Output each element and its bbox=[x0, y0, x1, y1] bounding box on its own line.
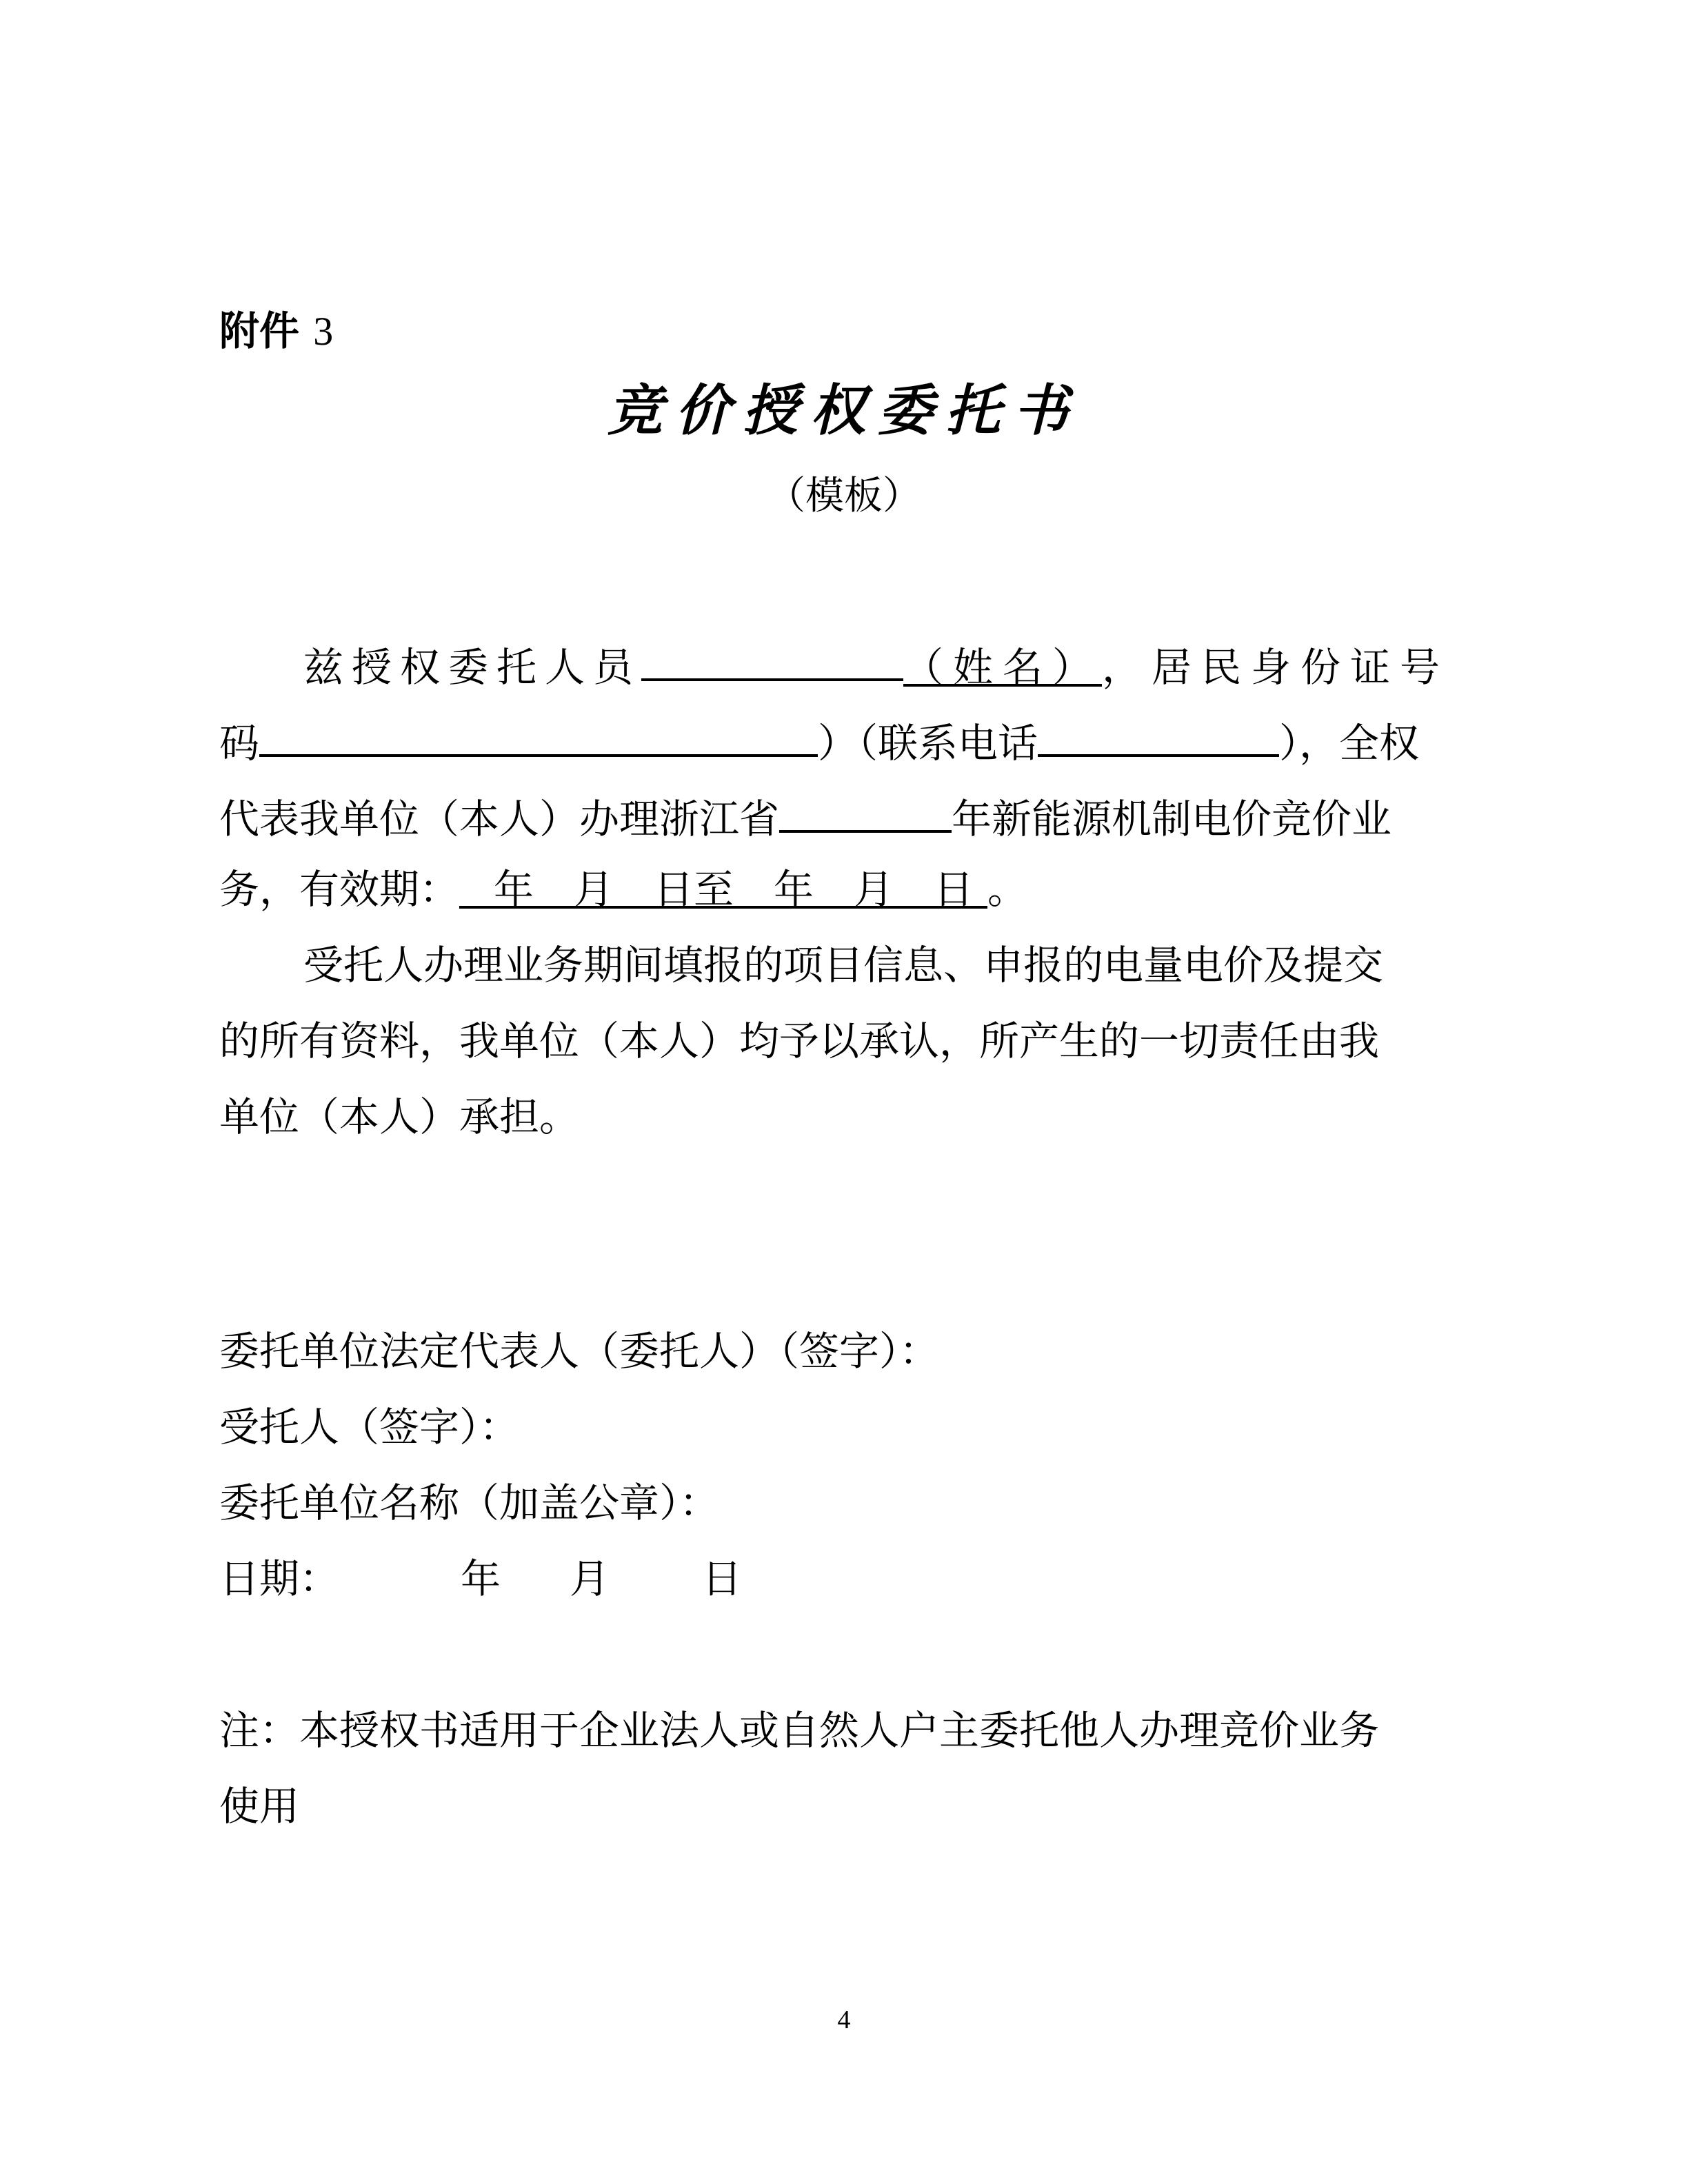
name-blank bbox=[641, 634, 903, 681]
paragraph-1-line-1 bbox=[303, 634, 1449, 695]
paragraph-2-line-3: 单位（本人）承担。 bbox=[219, 1093, 580, 1140]
document-subtitle: （模板） bbox=[767, 474, 921, 518]
phone-label: ）（联系电话 bbox=[818, 720, 1038, 767]
date-year: 年 bbox=[461, 1555, 501, 1602]
period-end: 。 bbox=[987, 866, 1028, 913]
paragraph-1-line-2 bbox=[219, 710, 1419, 771]
phone-blank bbox=[1038, 710, 1279, 757]
note-line-1: 注：本授权书适用于企业法人或自然人户主委托他人办理竞价业务 bbox=[219, 1707, 1380, 1754]
p1-code-text: 码 bbox=[219, 720, 260, 767]
paragraph-2-line-2: 的所有资料，我单位（本人）均予以承认，所产生的一切责任由我 bbox=[219, 1018, 1380, 1064]
document-title: 竞价授权委托书 bbox=[607, 378, 1081, 443]
attachment-number: 3 bbox=[313, 309, 334, 354]
paragraph-2-line-1: 受托人办理业务期间填报的项目信息、申报的电量电价及提交 bbox=[303, 942, 1384, 989]
paragraph-1-line-3 bbox=[219, 786, 1391, 847]
date-month: 月 bbox=[570, 1555, 610, 1602]
p1-authorize-text: 兹授权委托人员 bbox=[303, 644, 642, 691]
date-label: 日期： bbox=[219, 1555, 340, 1602]
unit-name-seal-label: 委托单位名称（加盖公章）： bbox=[219, 1479, 720, 1526]
pricing-business-text: 年新能源机制电价竞价业 bbox=[952, 796, 1392, 842]
date-line bbox=[219, 1551, 339, 1606]
name-label: （姓名） bbox=[903, 640, 1102, 687]
trustee-signature-label: 受托人（签字）： bbox=[219, 1404, 520, 1450]
attachment-text: 附件 bbox=[219, 307, 300, 354]
id-number-label: ，居民身份证号 bbox=[1102, 644, 1450, 691]
id-number-blank bbox=[259, 710, 818, 757]
date-day: 日 bbox=[702, 1555, 743, 1602]
validity-label: 务，有效期： bbox=[219, 866, 460, 913]
page-number: 4 bbox=[837, 2005, 851, 2034]
represent-text: 代表我单位（本人）办理浙江省 bbox=[219, 796, 780, 842]
year-blank bbox=[779, 786, 952, 833]
attachment-label bbox=[219, 303, 333, 359]
validity-period: 年 月 日至 年 月 日 bbox=[459, 862, 987, 909]
legal-rep-signature-label: 委托单位法定代表人（委托人）（签字）： bbox=[219, 1328, 940, 1375]
paragraph-1-line-4 bbox=[219, 862, 1027, 917]
note-line-2: 使用 bbox=[219, 1783, 300, 1830]
full-authority-text: ），全权 bbox=[1279, 720, 1420, 767]
